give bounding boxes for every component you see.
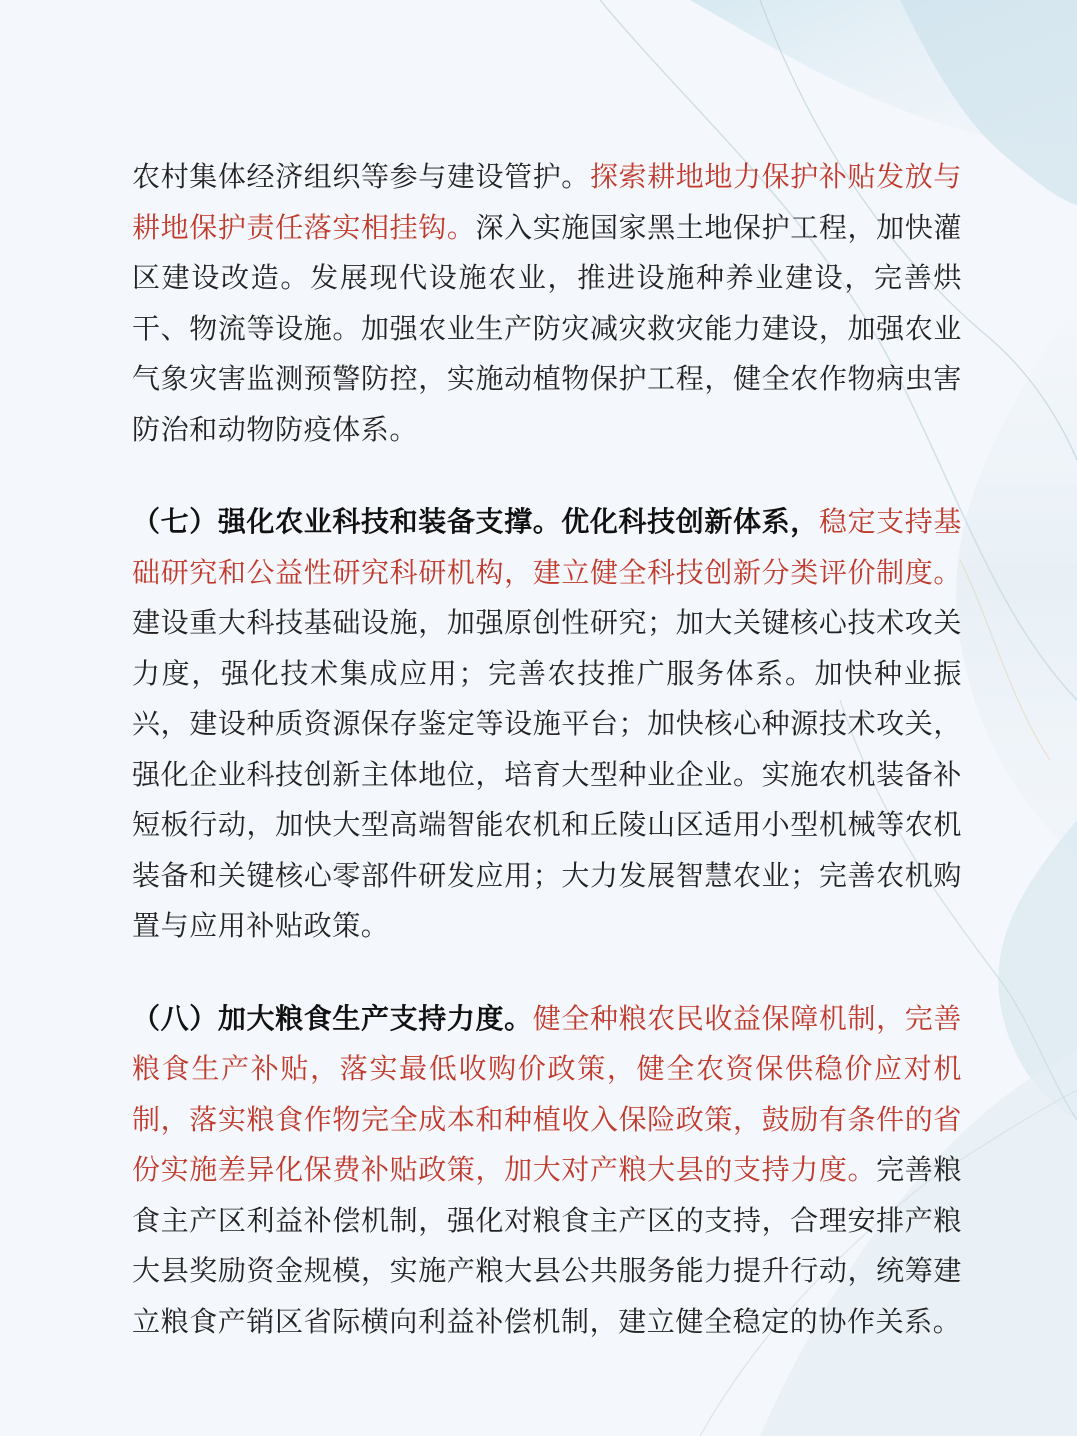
highlighted-text-run: 探索耕地地力保护补贴发放与耕地保护责任落实相挂钩。 <box>132 160 962 244</box>
highlighted-text-run: 稳定支持基础研究和公益性研究科研机构，建立健全科技创新分类评价制度。 <box>132 505 962 589</box>
text-run: 完善粮食主产区利益补偿机制，强化对粮食主产区的支持，合理安排产粮大县奖励资金规模，实施产粮大县公共服务能力提升行动，统筹建立粮食产销区省际横向利益补偿机制，建立健全稳定的协作关系。 <box>132 1153 962 1338</box>
text-run: 深入实施国家黑土地保护工程，加快灌区建设改造。发展现代设施农业，推进设施种养业建设，完善烘干、物流等设施。加强农业生产防灾减灾救灾能力建设，加强农业气象灾害监测预警防控，实施动植物保护工程，健全农作物病虫害防治和动物防疫体系。 <box>132 210 963 446</box>
section-heading: （七）强化农业科技和装备支撑。优化科技创新体系， <box>132 505 819 538</box>
highlighted-text-run: 健全种粮农民收益保障机制，完善粮食生产补贴，落实最低收购价政策，健全农资保供稳价应对机制，落实粮食作物完全成本和种植收入保险政策，鼓励有条件的省份实施差异化保费补贴政策，加大对产粮大县的支持力度。 <box>132 1001 962 1186</box>
paragraph-1 <box>132 152 962 455</box>
paragraph-2 <box>132 497 962 952</box>
document-body <box>132 152 962 1347</box>
paragraph-3 <box>132 994 962 1348</box>
text-run: 农村集体经济组织等参与建设管护。 <box>132 160 590 193</box>
section-heading: （八）加大粮食生产支持力度。 <box>132 1001 533 1035</box>
text-run: 建设重大科技基础设施，加强原创性研究；加大关键核心技术攻关力度，强化技术集成应用；完善农技推广服务体系。加快种业振兴，建设种质资源保存鉴定等设施平台；加快核心种源技术攻关，强化企业科技创新主体地位，培育大型种业企业。实施农机装备补短板行动，加快大型高端智能农机和丘陵山区适用小型机械等农机装备和关键核心零部件研发应用；大力发展智慧农业；完善农机购置与应用补贴政策。 <box>132 606 962 942</box>
